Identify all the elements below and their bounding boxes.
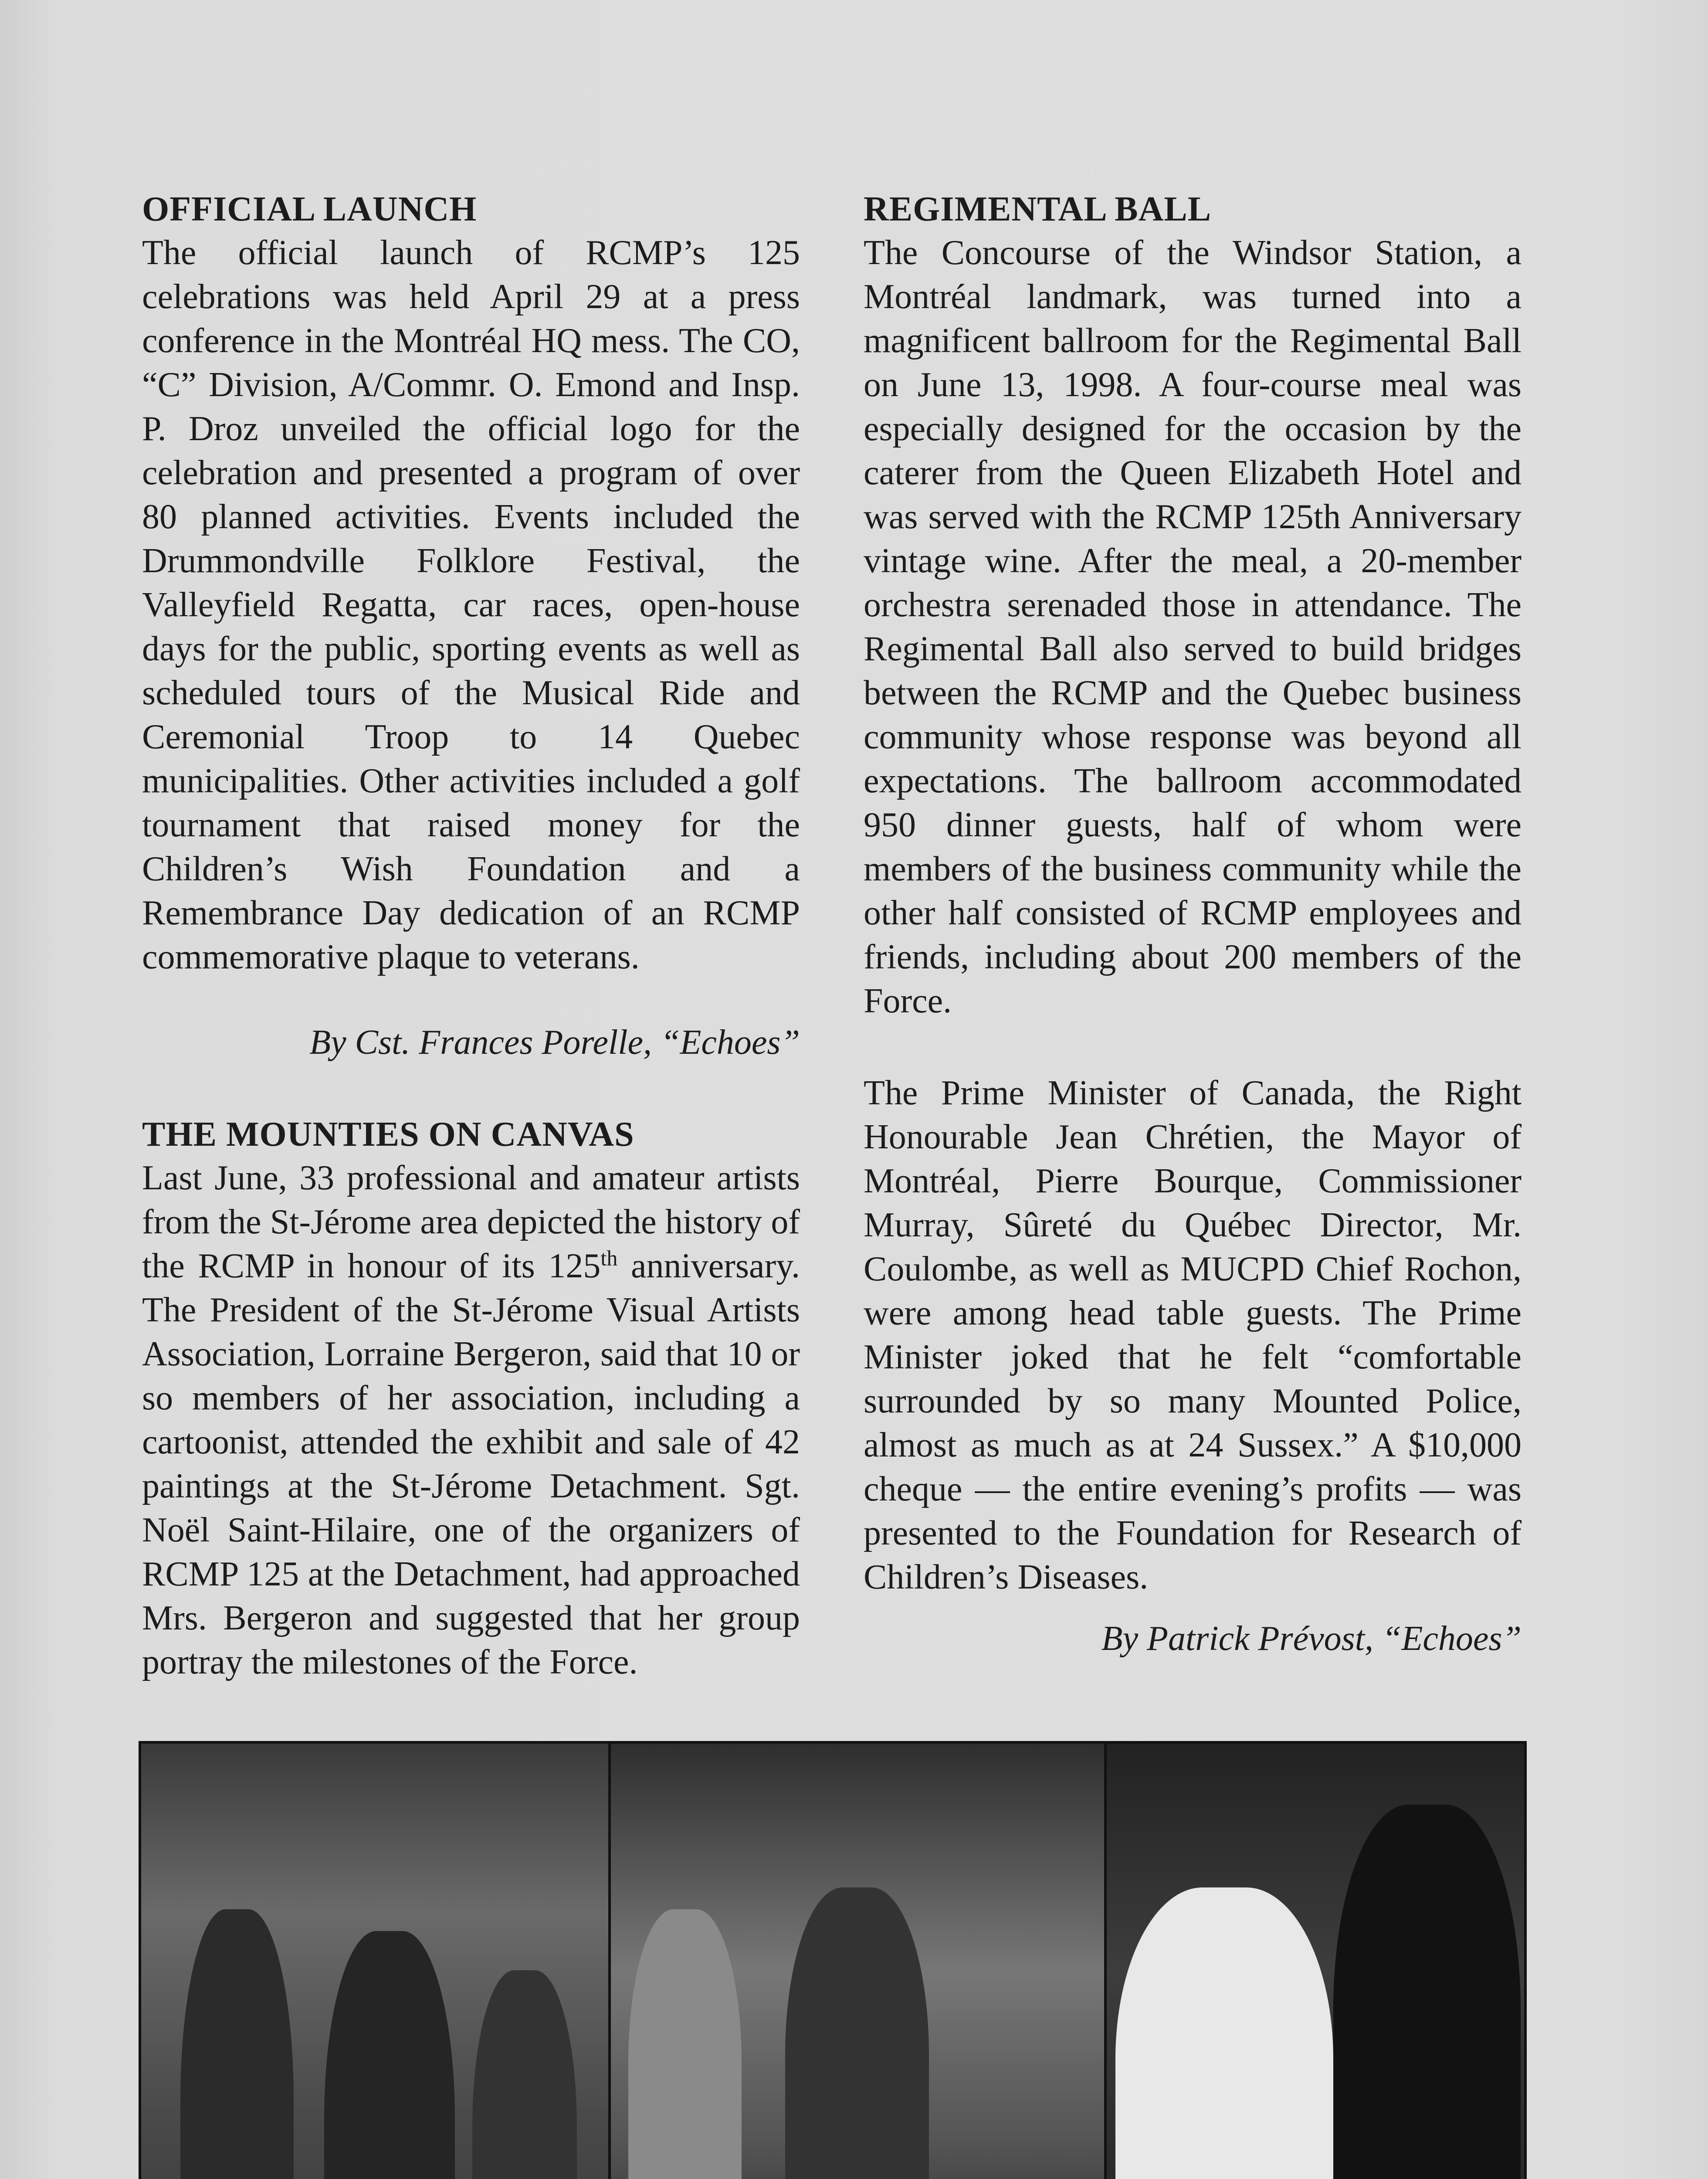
- photo-collage: [139, 1741, 1527, 2179]
- jean-chretien-figure: [1333, 1805, 1521, 2179]
- photo-mounties: [608, 1741, 1109, 2179]
- aline-chretien-figure: [1115, 1887, 1333, 2179]
- piper-figure: [180, 1909, 294, 2179]
- mounties-on-canvas-text: [142, 1156, 800, 1684]
- official-launch-text: The official launch of RCMP’s 125 celebrations was held April 29 at a press conference in the Montréal HQ mess. The CO, “C” Division, A/Commr. O. Emond and Insp. P. Droz unveiled the official logo for the celebration and presented a program of over 80 planned activities. Events included the Drummondville Folklore Festival, the Valleyfield Regatta, car races, open-house days for the public, sporting events as well as scheduled tours of the Musical Ride and Ceremonial Troop to 14 Quebec municipalities. Other activities included a golf tournament that raised money for the Children’s Wish Foundation and a Remembrance Day dedication of an RCMP commemorative plaque to veterans.: [142, 234, 800, 976]
- photo-chretiens: [1104, 1741, 1527, 2179]
- right-column: [864, 187, 1522, 1661]
- officer-figure: [628, 1909, 742, 2179]
- mounties-text-part2: anniversary. The President of the St-Jérome Visual Artists Association, Lorraine Bergeron, said that 10 or so members of her association, including a cartoonist, attended the exhibit and sale of 42 paintings at the St-Jérome Detachment. Sgt. Noël Saint-Hilaire, one of the organizers of RCMP 125 at the Detachment, had approached Mrs. Bergeron and suggested that her group portray the milestones of the Force.: [142, 1247, 800, 1681]
- mounties-text-part1: Last June, 33 professional and amateur artists from the St-Jérome area depicted the history of the RCMP in honour of its 125: [142, 1159, 800, 1285]
- heading-mounties-on-canvas: THE MOUNTIES ON CANVAS: [142, 1115, 634, 1154]
- left-column: [142, 187, 800, 1684]
- piper-figure: [472, 1970, 577, 2179]
- mountie-figure: [785, 1887, 929, 2179]
- byline-porelle: By Cst. Frances Porelle, “Echoes”: [309, 1023, 800, 1062]
- byline-prevost: By Patrick Prévost, “Echoes”: [1101, 1619, 1522, 1658]
- heading-regimental-ball: REGIMENTAL BALL: [864, 190, 1212, 228]
- piper-figure: [324, 1931, 455, 2179]
- prime-minister-text: The Prime Minister of Canada, the Right Honourable Jean Chrétien, the Mayor of Montréal, Pierre Bourque, Commissioner Murray, Sûreté du Québec Director, Mr. Coulombe, as well as MUCPD Chief Rochon, were among head table guests. The Prime Minister joked that he felt “comfortable surrounded by so many Mounted Police, almost as much as at 24 Sussex.” A $10,000 cheque — the entire evening’s profits — was presented to the Foundation for Research of Children’s Diseases.: [864, 1074, 1522, 1596]
- photo-pipers: [139, 1741, 613, 2179]
- superscript-th: th: [600, 1246, 618, 1270]
- regimental-ball-text: The Concourse of the Windsor Station, a Montréal landmark, was turned into a magnificent ballroom for the Regimental Ball on June 13, 1998. A four-course meal was especially designed for the occasion by the caterer from the Queen Elizabeth Hotel and was served with the RCMP 125th Anniversary vintage wine. After the meal, a 20-member orchestra serenaded those in attendance. The Regimental Ball also served to build bridges between the RCMP and the Quebec business community whose response was beyond all expectations. The ballroom accommodated 950 dinner guests, half of whom were members of the business community while the other half consisted of RCMP employees and friends, including about 200 members of the Force.: [864, 234, 1522, 1020]
- heading-official-launch: OFFICIAL LAUNCH: [142, 190, 477, 228]
